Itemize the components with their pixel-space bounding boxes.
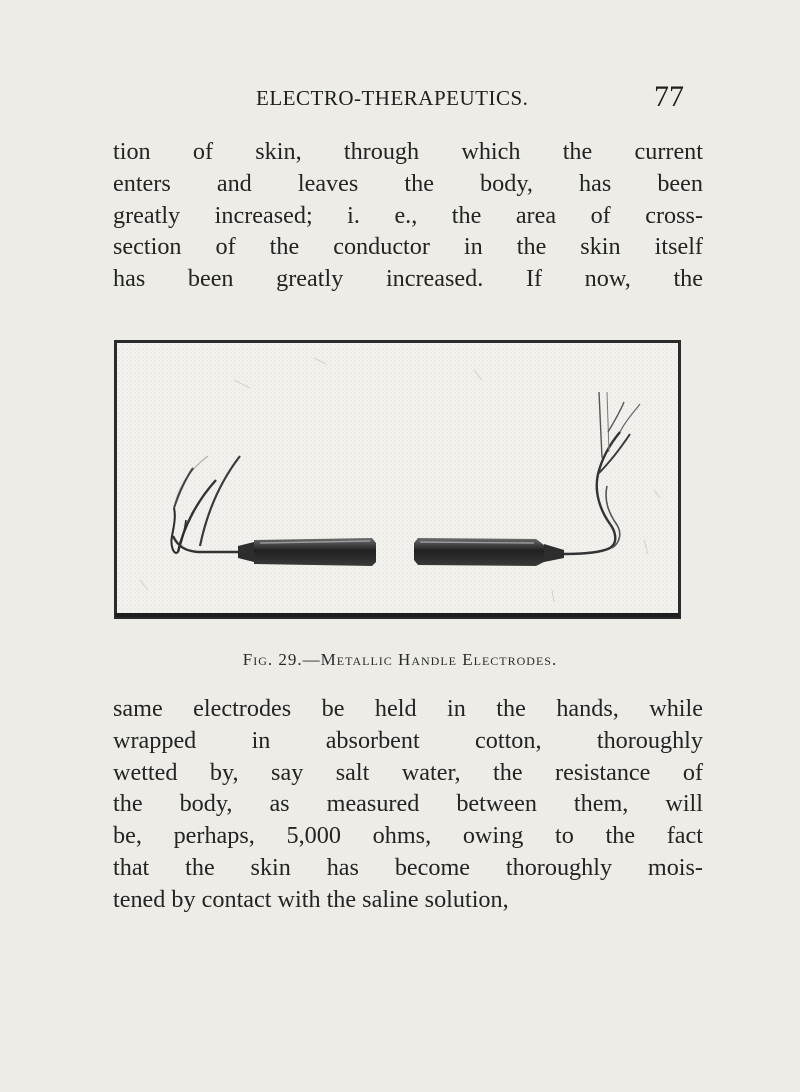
running-head xyxy=(116,80,686,116)
text-line: the body, as measured between them, will xyxy=(113,790,703,818)
text-line: greatly increased; i. e., the area of cross- xyxy=(113,201,703,229)
figure-caption: Fig. 29.—Metallic Handle Electrodes. xyxy=(242,650,558,669)
figure-frame xyxy=(116,342,680,618)
text-line: tened by contact with the saline solution, xyxy=(113,885,509,913)
text-line: enters and leaves the body, has been xyxy=(113,169,703,197)
text-line: wetted by, say salt water, the resistance of xyxy=(113,758,703,786)
text-line: wrapped in absorbent cotton, thoroughly xyxy=(113,726,703,754)
text-line: same electrodes be held in the hands, while xyxy=(113,695,703,722)
text-line: be, perhaps, 5,000 ohms, owing to the fact xyxy=(113,822,703,850)
electrodes-illustration xyxy=(114,340,681,619)
text-line: tion of skin, through which the current xyxy=(113,138,703,165)
figure-electrodes xyxy=(114,340,681,619)
text-line: that the skin has become thoroughly mois- xyxy=(113,853,703,881)
paragraph-top xyxy=(113,136,703,295)
text-line: section of the conductor in the skin itself xyxy=(113,233,703,261)
text-line: has been greatly increased. If now, the xyxy=(113,265,703,293)
page-number: 77 xyxy=(654,80,684,113)
paragraph-bottom xyxy=(113,693,703,916)
running-title: ELECTRO-THERAPEUTICS. xyxy=(256,86,529,110)
